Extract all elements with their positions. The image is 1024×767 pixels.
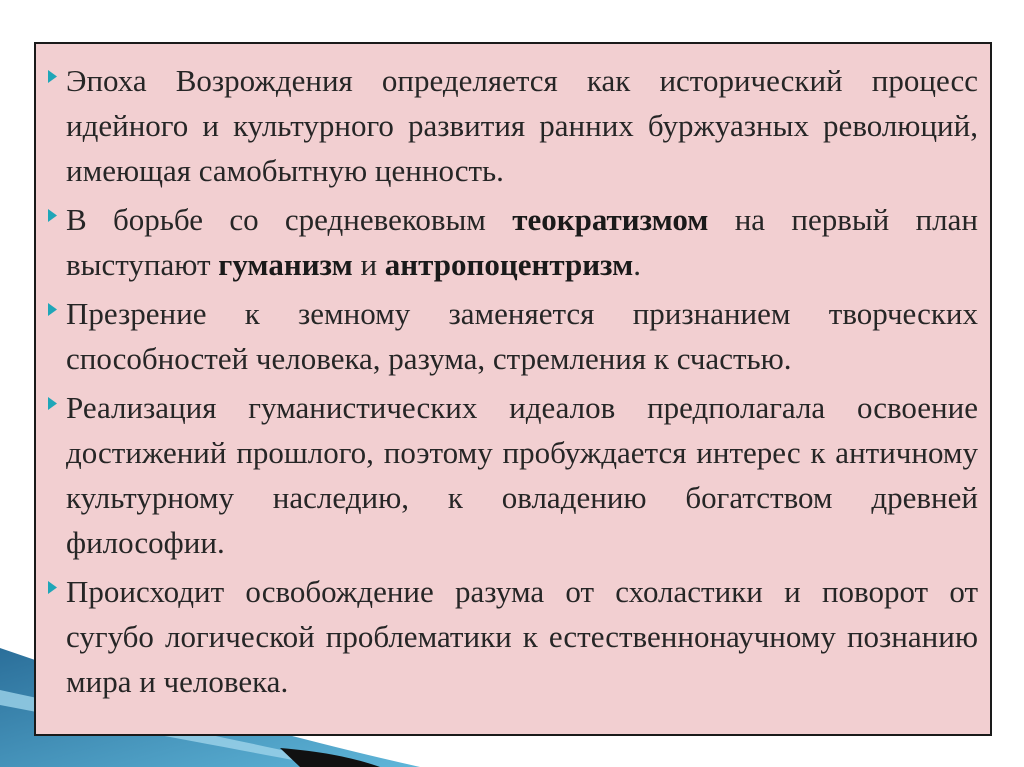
triangle-right-icon	[48, 385, 66, 410]
triangle-right-icon	[48, 291, 66, 316]
list-item	[48, 385, 978, 565]
term-theocratism: теократизмом	[512, 202, 709, 237]
item-text-part: на первый план выступают	[66, 202, 978, 282]
item-text-part: .	[633, 247, 641, 282]
list-item	[48, 197, 978, 287]
content-box	[34, 42, 992, 736]
term-anthropocentrism: антропоцентризм	[384, 247, 634, 282]
list-item	[48, 291, 978, 381]
item-text-part: и	[352, 247, 385, 282]
item-text: Реализация гуманистических идеалов предполагала освоение достижений прошлого, поэтому пробуждается интерес к античному культурному наследию, к овладению богатством древней философии.	[66, 390, 978, 560]
list-item	[48, 58, 978, 193]
term-humanism: гуманизм	[218, 247, 353, 282]
item-text: Эпоха Возрождения определяется как исторический процесс идейного и культурного развития ранних буржуазных революций, имеющая самобытную ценность.	[66, 63, 978, 188]
triangle-right-icon	[48, 569, 66, 594]
item-text-part: В борьбе со средневековым	[66, 202, 513, 237]
item-text	[66, 197, 978, 287]
triangle-right-icon	[48, 197, 66, 222]
triangle-right-icon	[48, 58, 66, 83]
list-item	[48, 569, 978, 704]
item-text: Презрение к земному заменяется признанием творческих способностей человека, разума, стремления к счастью.	[66, 296, 978, 376]
item-text: Происходит освобождение разума от схоластики и поворот от сугубо логической проблематики к естественнонаучному познанию мира и человека.	[66, 574, 978, 699]
